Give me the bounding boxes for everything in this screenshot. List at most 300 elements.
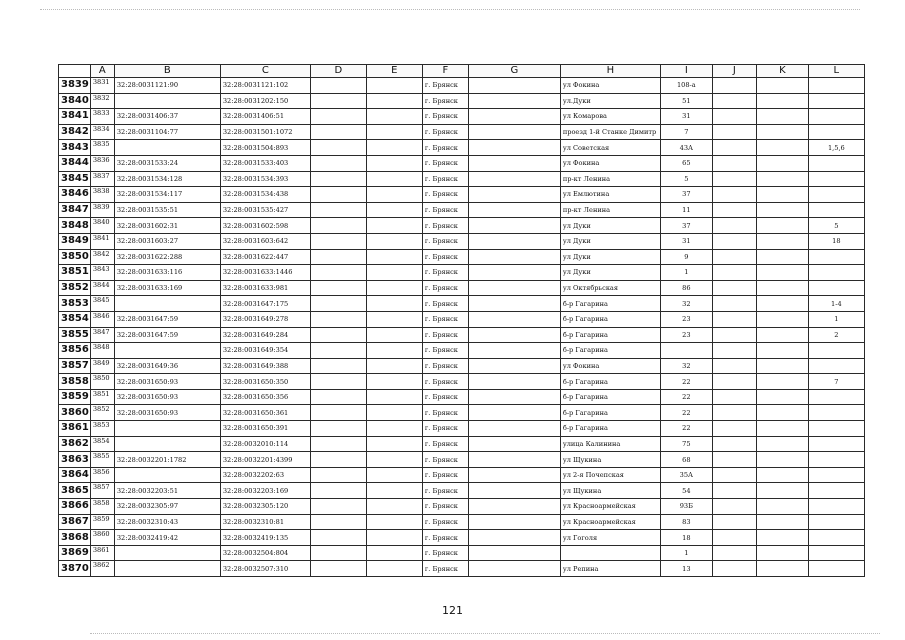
cell-a[interactable]: 3845 [90,296,114,312]
cell-c[interactable]: 32:28:0032419:135 [220,530,310,546]
row-number[interactable]: 3852 [59,280,91,296]
cell-k[interactable] [756,202,808,218]
cell-b[interactable]: 32:28:0031104:77 [114,124,220,140]
cell-h[interactable]: улица Калинина [560,436,660,452]
cell-c[interactable]: 32:28:0031535:427 [220,202,310,218]
cell-g[interactable] [468,436,560,452]
cell-h[interactable]: проезд 1-й Станке Димитр [560,124,660,140]
cell-h[interactable]: ул Фокина [560,358,660,374]
cell-c[interactable]: 32:28:0031633:981 [220,280,310,296]
cell-h[interactable]: ул Дуки [560,249,660,265]
cell-b[interactable]: 32:28:0031647:59 [114,327,220,343]
cell-c[interactable]: 32:28:0031622:447 [220,249,310,265]
cell-e[interactable] [366,93,422,109]
cell-l[interactable] [808,249,864,265]
cell-g[interactable] [468,296,560,312]
cell-c[interactable]: 32:28:0032507:310 [220,561,310,577]
cell-h[interactable]: ул Октябрьская [560,280,660,296]
cell-l[interactable] [808,358,864,374]
cell-i[interactable]: 37 [660,187,712,203]
cell-f[interactable]: г. Брянск [422,327,468,343]
cell-i[interactable]: 43А [660,140,712,156]
cell-d[interactable] [310,187,366,203]
cell-e[interactable] [366,327,422,343]
cell-d[interactable] [310,140,366,156]
cell-d[interactable] [310,280,366,296]
row-number[interactable]: 3870 [59,561,91,577]
cell-j[interactable] [712,265,756,281]
row-number[interactable]: 3858 [59,374,91,390]
row-number[interactable]: 3868 [59,530,91,546]
cell-c[interactable]: 32:28:0032010:114 [220,436,310,452]
cell-c[interactable]: 32:28:0031649:278 [220,311,310,327]
cell-l[interactable] [808,343,864,359]
cell-l[interactable] [808,405,864,421]
row-number[interactable]: 3850 [59,249,91,265]
cell-d[interactable] [310,561,366,577]
row-number[interactable]: 3856 [59,343,91,359]
row-number[interactable]: 3865 [59,483,91,499]
cell-e[interactable] [366,452,422,468]
cell-b[interactable]: 32:28:0031534:117 [114,187,220,203]
cell-a[interactable]: 3838 [90,187,114,203]
cell-l[interactable] [808,171,864,187]
cell-b[interactable] [114,545,220,561]
cell-k[interactable] [756,561,808,577]
cell-h[interactable]: ул Фокина [560,78,660,94]
cell-e[interactable] [366,296,422,312]
row-number[interactable]: 3862 [59,436,91,452]
cell-k[interactable] [756,421,808,437]
cell-j[interactable] [712,514,756,530]
cell-a[interactable]: 3855 [90,452,114,468]
row-number[interactable]: 3842 [59,124,91,140]
cell-j[interactable] [712,171,756,187]
cell-g[interactable] [468,311,560,327]
cell-d[interactable] [310,296,366,312]
column-header-f[interactable]: F [422,65,468,78]
cell-b[interactable]: 32:28:0031649:36 [114,358,220,374]
row-number[interactable]: 3863 [59,452,91,468]
cell-k[interactable] [756,155,808,171]
cell-e[interactable] [366,249,422,265]
cell-l[interactable] [808,187,864,203]
cell-e[interactable] [366,280,422,296]
row-number[interactable]: 3859 [59,389,91,405]
cell-c[interactable]: 32:28:0031650:356 [220,389,310,405]
cell-e[interactable] [366,389,422,405]
cell-c[interactable]: 32:28:0031649:354 [220,343,310,359]
cell-b[interactable]: 32:28:0031633:116 [114,265,220,281]
cell-h[interactable]: ул Фокина [560,155,660,171]
cell-f[interactable]: г. Брянск [422,358,468,374]
cell-i[interactable]: 22 [660,421,712,437]
cell-f[interactable]: г. Брянск [422,311,468,327]
cell-a[interactable]: 3856 [90,467,114,483]
cell-k[interactable] [756,296,808,312]
cell-d[interactable] [310,530,366,546]
cell-i[interactable]: 31 [660,233,712,249]
cell-g[interactable] [468,109,560,125]
cell-e[interactable] [366,343,422,359]
cell-j[interactable] [712,545,756,561]
cell-a[interactable]: 3846 [90,311,114,327]
cell-c[interactable]: 32:28:0031647:175 [220,296,310,312]
cell-k[interactable] [756,467,808,483]
cell-k[interactable] [756,218,808,234]
cell-d[interactable] [310,109,366,125]
column-header-j[interactable]: J [712,65,756,78]
cell-e[interactable] [366,514,422,530]
column-header-g[interactable]: G [468,65,560,78]
cell-l[interactable] [808,93,864,109]
cell-g[interactable] [468,545,560,561]
cell-b[interactable]: 32:28:0031121:90 [114,78,220,94]
column-header-d[interactable]: D [310,65,366,78]
cell-e[interactable] [366,233,422,249]
cell-i[interactable]: 51 [660,93,712,109]
cell-b[interactable]: 32:28:0031633:169 [114,280,220,296]
cell-g[interactable] [468,374,560,390]
cell-l[interactable] [808,561,864,577]
cell-a[interactable]: 3852 [90,405,114,421]
cell-i[interactable]: 32 [660,358,712,374]
cell-h[interactable]: ул Емлютина [560,187,660,203]
cell-i[interactable]: 1 [660,265,712,281]
cell-f[interactable]: г. Брянск [422,436,468,452]
cell-b[interactable] [114,436,220,452]
cell-g[interactable] [468,561,560,577]
cell-k[interactable] [756,545,808,561]
cell-c[interactable]: 32:28:0031533:403 [220,155,310,171]
cell-b[interactable] [114,296,220,312]
cell-j[interactable] [712,78,756,94]
cell-a[interactable]: 3860 [90,530,114,546]
cell-e[interactable] [366,436,422,452]
cell-e[interactable] [366,483,422,499]
cell-g[interactable] [468,327,560,343]
cell-k[interactable] [756,452,808,468]
cell-a[interactable]: 3836 [90,155,114,171]
cell-l[interactable] [808,530,864,546]
cell-e[interactable] [366,265,422,281]
cell-i[interactable]: 31 [660,109,712,125]
cell-g[interactable] [468,280,560,296]
cell-k[interactable] [756,280,808,296]
cell-c[interactable]: 32:28:0032305:120 [220,499,310,515]
cell-f[interactable]: г. Брянск [422,296,468,312]
row-number[interactable]: 3851 [59,265,91,281]
cell-l[interactable] [808,202,864,218]
cell-a[interactable]: 3858 [90,499,114,515]
cell-f[interactable]: г. Брянск [422,202,468,218]
cell-l[interactable] [808,78,864,94]
cell-j[interactable] [712,343,756,359]
cell-b[interactable]: 32:28:0031406:37 [114,109,220,125]
cell-f[interactable]: г. Брянск [422,343,468,359]
cell-a[interactable]: 3854 [90,436,114,452]
cell-k[interactable] [756,358,808,374]
cell-a[interactable]: 3840 [90,218,114,234]
cell-l[interactable]: 7 [808,374,864,390]
cell-b[interactable] [114,421,220,437]
cell-i[interactable]: 93Б [660,499,712,515]
cell-h[interactable]: ул Гоголя [560,530,660,546]
cell-c[interactable]: 32:28:0032310:81 [220,514,310,530]
cell-d[interactable] [310,343,366,359]
cell-l[interactable] [808,155,864,171]
cell-a[interactable]: 3849 [90,358,114,374]
cell-a[interactable]: 3853 [90,421,114,437]
cell-k[interactable] [756,374,808,390]
cell-d[interactable] [310,202,366,218]
cell-b[interactable]: 32:28:0032305:97 [114,499,220,515]
cell-j[interactable] [712,296,756,312]
cell-d[interactable] [310,78,366,94]
cell-a[interactable]: 3861 [90,545,114,561]
cell-j[interactable] [712,249,756,265]
cell-j[interactable] [712,530,756,546]
column-header-k[interactable]: K [756,65,808,78]
cell-l[interactable]: 1 [808,311,864,327]
cell-f[interactable]: г. Брянск [422,530,468,546]
cell-f[interactable]: г. Брянск [422,233,468,249]
cell-h[interactable]: б-р Гагарина [560,405,660,421]
cell-d[interactable] [310,545,366,561]
cell-e[interactable] [366,218,422,234]
cell-f[interactable]: г. Брянск [422,171,468,187]
cell-i[interactable]: 35А [660,467,712,483]
cell-f[interactable]: г. Брянск [422,265,468,281]
cell-a[interactable]: 3844 [90,280,114,296]
cell-j[interactable] [712,358,756,374]
cell-g[interactable] [468,218,560,234]
cell-i[interactable]: 23 [660,327,712,343]
cell-b[interactable]: 32:28:0031650:93 [114,389,220,405]
cell-k[interactable] [756,499,808,515]
cell-a[interactable]: 3859 [90,514,114,530]
cell-b[interactable] [114,467,220,483]
cell-h[interactable]: ул Красноармейская [560,499,660,515]
cell-d[interactable] [310,452,366,468]
cell-c[interactable]: 32:28:0032504:804 [220,545,310,561]
cell-e[interactable] [366,155,422,171]
cell-i[interactable]: 86 [660,280,712,296]
cell-i[interactable]: 1 [660,545,712,561]
cell-g[interactable] [468,421,560,437]
cell-k[interactable] [756,514,808,530]
cell-i[interactable] [660,343,712,359]
cell-h[interactable]: ул Щукина [560,452,660,468]
cell-h[interactable]: ул Репина [560,561,660,577]
cell-f[interactable]: г. Брянск [422,93,468,109]
cell-i[interactable]: 13 [660,561,712,577]
cell-b[interactable]: 32:28:0031534:128 [114,171,220,187]
cell-g[interactable] [468,233,560,249]
cell-e[interactable] [366,467,422,483]
cell-l[interactable] [808,124,864,140]
cell-h[interactable]: ул Красноармейская [560,514,660,530]
cell-f[interactable]: г. Брянск [422,140,468,156]
cell-l[interactable] [808,483,864,499]
row-number[interactable]: 3864 [59,467,91,483]
cell-h[interactable]: ул Дуки [560,233,660,249]
cell-a[interactable]: 3834 [90,124,114,140]
row-number[interactable]: 3867 [59,514,91,530]
cell-c[interactable]: 32:28:0031534:393 [220,171,310,187]
cell-l[interactable]: 2 [808,327,864,343]
cell-a[interactable]: 3831 [90,78,114,94]
cell-i[interactable]: 65 [660,155,712,171]
cell-h[interactable]: б-р Гагарина [560,389,660,405]
cell-h[interactable]: ул Советская [560,140,660,156]
row-number[interactable]: 3855 [59,327,91,343]
row-number[interactable]: 3860 [59,405,91,421]
cell-c[interactable]: 32:28:0031650:361 [220,405,310,421]
cell-c[interactable]: 32:28:0031602:598 [220,218,310,234]
cell-b[interactable]: 32:28:0031603:27 [114,233,220,249]
cell-j[interactable] [712,93,756,109]
cell-i[interactable]: 54 [660,483,712,499]
cell-g[interactable] [468,405,560,421]
cell-i[interactable]: 7 [660,124,712,140]
cell-i[interactable]: 22 [660,405,712,421]
cell-d[interactable] [310,171,366,187]
cell-g[interactable] [468,483,560,499]
cell-a[interactable]: 3842 [90,249,114,265]
cell-k[interactable] [756,483,808,499]
cell-e[interactable] [366,140,422,156]
cell-e[interactable] [366,374,422,390]
cell-c[interactable]: 32:28:0031501:1072 [220,124,310,140]
cell-a[interactable]: 3848 [90,343,114,359]
column-header-e[interactable]: E [366,65,422,78]
cell-a[interactable]: 3832 [90,93,114,109]
cell-l[interactable] [808,499,864,515]
cell-f[interactable]: г. Брянск [422,218,468,234]
cell-f[interactable]: г. Брянск [422,124,468,140]
cell-d[interactable] [310,155,366,171]
cell-c[interactable]: 32:28:0032201:4399 [220,452,310,468]
cell-h[interactable]: ул Дуки [560,218,660,234]
cell-j[interactable] [712,202,756,218]
cell-d[interactable] [310,93,366,109]
cell-j[interactable] [712,483,756,499]
cell-b[interactable]: 32:28:0031622:288 [114,249,220,265]
cell-d[interactable] [310,358,366,374]
cell-b[interactable]: 32:28:0031647:59 [114,311,220,327]
cell-e[interactable] [366,545,422,561]
cell-j[interactable] [712,109,756,125]
cell-g[interactable] [468,467,560,483]
row-number[interactable]: 3841 [59,109,91,125]
cell-c[interactable]: 32:28:0031504:893 [220,140,310,156]
cell-a[interactable]: 3850 [90,374,114,390]
cell-b[interactable]: 32:28:0032310:43 [114,514,220,530]
cell-h[interactable]: б-р Гагарина [560,327,660,343]
cell-k[interactable] [756,233,808,249]
column-header-c[interactable]: C [220,65,310,78]
row-number[interactable]: 3861 [59,421,91,437]
cell-e[interactable] [366,78,422,94]
cell-f[interactable]: г. Брянск [422,514,468,530]
cell-i[interactable]: 68 [660,452,712,468]
cell-l[interactable] [808,109,864,125]
cell-i[interactable]: 32 [660,296,712,312]
cell-d[interactable] [310,389,366,405]
cell-i[interactable]: 18 [660,530,712,546]
cell-b[interactable]: 32:28:0032203:51 [114,483,220,499]
cell-h[interactable]: б-р Гагарина [560,421,660,437]
cell-l[interactable] [808,545,864,561]
cell-i[interactable]: 37 [660,218,712,234]
cell-d[interactable] [310,311,366,327]
cell-j[interactable] [712,467,756,483]
cell-k[interactable] [756,436,808,452]
cell-c[interactable]: 32:28:0031650:391 [220,421,310,437]
row-number[interactable]: 3869 [59,545,91,561]
cell-k[interactable] [756,124,808,140]
row-number[interactable]: 3846 [59,187,91,203]
row-number[interactable]: 3866 [59,499,91,515]
cell-j[interactable] [712,311,756,327]
column-header-l[interactable]: L [808,65,864,78]
cell-f[interactable]: г. Брянск [422,109,468,125]
cell-i[interactable]: 83 [660,514,712,530]
cell-i[interactable]: 5 [660,171,712,187]
cell-d[interactable] [310,218,366,234]
cell-l[interactable] [808,514,864,530]
cell-h[interactable]: ул 2-я Почепская [560,467,660,483]
row-number[interactable]: 3845 [59,171,91,187]
cell-g[interactable] [468,124,560,140]
cell-d[interactable] [310,405,366,421]
cell-j[interactable] [712,280,756,296]
cell-l[interactable] [808,265,864,281]
cell-j[interactable] [712,374,756,390]
cell-b[interactable] [114,561,220,577]
cell-j[interactable] [712,155,756,171]
cell-k[interactable] [756,249,808,265]
cell-g[interactable] [468,155,560,171]
cell-g[interactable] [468,343,560,359]
cell-d[interactable] [310,467,366,483]
cell-g[interactable] [468,389,560,405]
cell-j[interactable] [712,124,756,140]
cell-b[interactable]: 32:28:0032201:1782 [114,452,220,468]
cell-j[interactable] [712,561,756,577]
cell-g[interactable] [468,249,560,265]
cell-e[interactable] [366,171,422,187]
cell-j[interactable] [712,233,756,249]
cell-j[interactable] [712,452,756,468]
cell-k[interactable] [756,171,808,187]
cell-l[interactable] [808,389,864,405]
column-header-i[interactable]: I [660,65,712,78]
cell-l[interactable]: 5 [808,218,864,234]
cell-h[interactable]: ул Комарова [560,109,660,125]
cell-j[interactable] [712,436,756,452]
cell-a[interactable]: 3835 [90,140,114,156]
cell-h[interactable]: ул Дуки [560,265,660,281]
cell-e[interactable] [366,358,422,374]
cell-g[interactable] [468,530,560,546]
cell-l[interactable] [808,452,864,468]
column-header-a[interactable]: A [90,65,114,78]
cell-j[interactable] [712,405,756,421]
cell-h[interactable]: б-р Гагарина [560,343,660,359]
cell-f[interactable]: г. Брянск [422,389,468,405]
